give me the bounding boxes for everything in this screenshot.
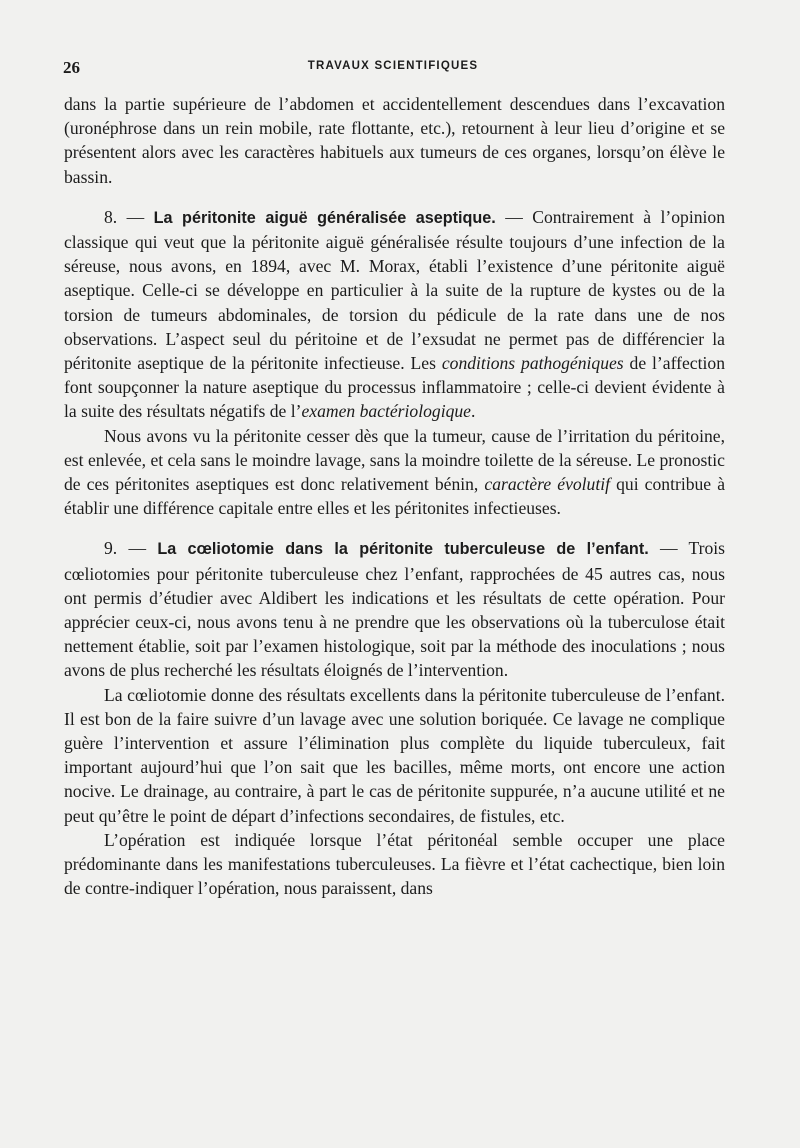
section-8-paragraph [64, 205, 725, 424]
section-9-paragraph-3 [64, 828, 725, 901]
section-9-p2-text: La cœliotomie donne des résultats excellents dans la péritonite tuberculeuse de l’enfant. Il est bon de la faire suivre d’un lavage avec une solution boriquée. Ce lavage ne complique guère l’intervention et assure l’élimination plus complète du liquide tuberculeux, fait important aujourd’hui que l’on sait que les bacilles, même morts, ont encore une action nocive. Le drainage, au contraire, à part le cas de péritonite suppurée, n’a aucune utilité et ne peut qu’être le point de départ d’infections secondaires, de fistules, etc. [64, 684, 725, 826]
section-8-title: La péritonite aiguë généralisée aseptique. [153, 208, 496, 227]
section-8-number: 8. — [104, 206, 145, 227]
section-9-paragraph [64, 536, 725, 682]
section-8-paragraph-2 [64, 424, 725, 521]
section-9-text: — Trois cœliotomies pour péritonite tuberculeuse chez l’enfant, rapprochées de 45 autres cas, nous ont permis d’étudier avec Aldibert les indications et les résultats de cette opération. Pour apprécier ceux-ci, nous avons tenu à ne prendre que les observations où la tuberculose était nettement établie, soit par l’examen histologique, soit par la méthode des inoculations ; nous avons de plus recherché les résultats éloignés de l’intervention. [64, 538, 726, 681]
paragraph-continuation [64, 92, 725, 189]
section-9-title: La cœliotomie dans la péritonite tuberculeuse de l’enfant. [157, 540, 649, 559]
page-number: 26 [63, 58, 80, 77]
section-8-emphasis-examen: examen bactériologique [301, 401, 471, 422]
section-8-emphasis-conditions: conditions pathogéniques [441, 353, 624, 374]
section-9-paragraph-2 [64, 683, 725, 828]
body-text [64, 92, 725, 901]
section-8-p2-text-b: qui contribue à établir une différence capitale entre elles et les péritonites infectieuses. [64, 474, 726, 519]
section-8-text-a: — Contrairement à l’opinion classique qui veut que la péritonite aiguë généralisée résulte toujours d’une infection de la séreuse, nous avons, en 1894, avec M. Morax, établi l’existence d’une péritonite aiguë aseptique. Celle-ci se développe en particulier à la suite de la rupture de kystes ou de la torsion de tumeurs abdominales, de torsion du pédicule de la rate dans une de nos observations. L’aspect seul du péritoine et de l’exsudat ne permet pas de différencier la péritonite aseptique de la péritonite infectieuse. Les [64, 206, 725, 374]
page-header [63, 58, 723, 80]
section-8-p2-text-a: Nous avons vu la péritonite cesser dès que la tumeur, cause de l’irritation du péritoine, est enlevée, et cela sans le moindre lavage, sans la moindre toilette de la séreuse. Le pronostic de ces péritonites aseptiques est donc relativement bénin, [64, 425, 725, 495]
section-8-text-b: de l’affection font soupçonner la nature aseptique du processus inflammatoire ; celle-ci devient évidente à la suite des résultats négatifs de l’ [64, 353, 725, 422]
section-8-p2-emphasis: caractère évolutif [484, 474, 611, 495]
paragraph-text: dans la partie supérieure de l’abdomen et accidentellement descendues dans l’excavation (uronéphrose dans un rein mobile, rate flottante, etc.), retournent à leur lieu d’origine et se présentent alors avec les caractères habituels aux tumeurs de ces organes, lorsqu’on élève le bassin. [64, 94, 725, 187]
running-title: TRAVAUX SCIENTIFIQUES [307, 60, 479, 72]
section-8-text-c: . [470, 401, 476, 422]
section-9-p3-text: L’opération est indiquée lorsque l’état péritonéal semble occuper une place prédominante dans les manifestations tuberculeuses. La fièvre et l’état cachectique, bien loin de contre-indiquer l’opération, nous paraissent, dans [64, 829, 725, 899]
section-9-number: 9. — [104, 538, 147, 559]
